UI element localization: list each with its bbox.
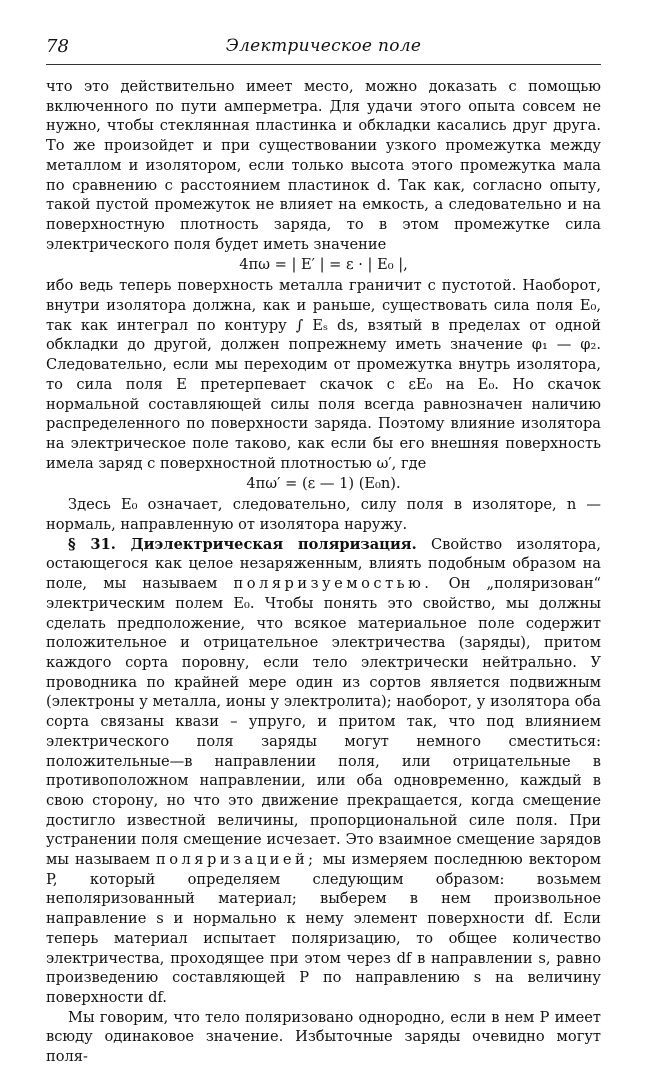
page-header bbox=[46, 36, 601, 60]
term-polarizability: поляризуемостью. bbox=[233, 575, 433, 593]
section-text-c: мы измеряем последнюю вектором P, который определяем следующим образом: возьмем неполяризованный материал; выберем в нем произвольное направление s и нормально к нему элемент поверхности df. Если теперь материал испытает поляризацию, то общее количество электричества, проходящее при этом через df в направлении s, равно произведению составляющей P по направлению s на величину поверхности df. bbox=[46, 851, 602, 1006]
section-text-b: Он „поляризован“ электрическим полем E₀. Чтобы понять это свойство, мы должны сделать предположение, что всякое материальное поле содержит положительное и отрицательное электричества (заряды), притом каждого сорта поровну, если тело электрически нейтрально. У проводника по крайней мере один из сортов является подвижным (электроны у металла, ионы у электролита); наоборот, у изолятора оба сорта связаны квази – упруго, и притом так, что под влиянием электрического поля заряды могут немного сместиться: положительные—в направлении поля, или отрицательные в противоположном направлении, или оба одновременно, каждый в свою сторону, но что это движение прекращается, когда смещение достигло известной величины, пропорциональной силе поля. При устранении поля смещение исчезает. Это взаимное смещение зарядов мы называем bbox=[46, 575, 602, 869]
paragraph-2: ибо ведь теперь поверхность металла граничит с пустотой. Наоборот, внутри изолятора должна, как и раньше, существовать сила поля E₀, так как интеграл по контуру ∫ Eₛ ds, взятый в пределах от одной обкладки до другой, должен попрежнему иметь значение φ₁ — φ₂. Следовательно, если мы переходим от промежутка внутрь изолятора, то сила поля E претерпевает скачок с εE₀ на E₀. Но скачок нормальной составляющей силы поля всегда равнозначен наличию распределенного по поверхности заряда. Поэтому влияние изолятора на электрическое поле таково, как если бы его внешняя поверхность имела заряд с поверхностной плотностью ω′, где bbox=[46, 277, 601, 472]
formula-1: 4πω = | E′ | = ε · | E₀ |, bbox=[239, 256, 408, 274]
section-31-paragraph bbox=[46, 535, 601, 1008]
page-number: 78 bbox=[46, 36, 69, 57]
section-text-a: Свойство изолятора, остающегося как целое незаряженным, влиять подобным образом на поле, мы называем bbox=[46, 535, 601, 593]
section-heading: § 31. Диэлектрическая поляризация. bbox=[68, 535, 417, 553]
running-head: Электрическое поле bbox=[225, 36, 422, 56]
paragraph-3: Здесь E₀ означает, следовательно, силу поля в изоляторе, n — нормаль, направленную от изолятора наружу. bbox=[46, 496, 601, 534]
paragraph-4: Мы говорим, что тело поляризовано однородно, если в нем P имеет всюду одинаковое значение. Избыточные заряды очевидно могут поля- bbox=[46, 1008, 601, 1066]
formula-2: 4πω′ = (ε — 1) (E₀n). bbox=[246, 475, 401, 493]
page-body bbox=[46, 77, 601, 1067]
header-rule bbox=[46, 64, 601, 65]
term-polarization: поляризацией; bbox=[155, 851, 317, 869]
paragraph-1: что это действительно имеет место, можно доказать с помощью включенного по пути амперметра. Для удачи этого опыта совсем не нужно, чтобы стеклянная пластинка и обкладки касались друг друга. То же произойдет и при существовании узкого промежутка между металлом и изолятором, если только высота этого промежутка мала по сравнению с расстоянием пластинок d. Так как, согласно опыту, такой пустой промежуток не влияет на емкость, а следовательно и на поверхностную плотность заряда, то в этом промежутке сила электрического поля будет иметь значение bbox=[46, 78, 601, 253]
